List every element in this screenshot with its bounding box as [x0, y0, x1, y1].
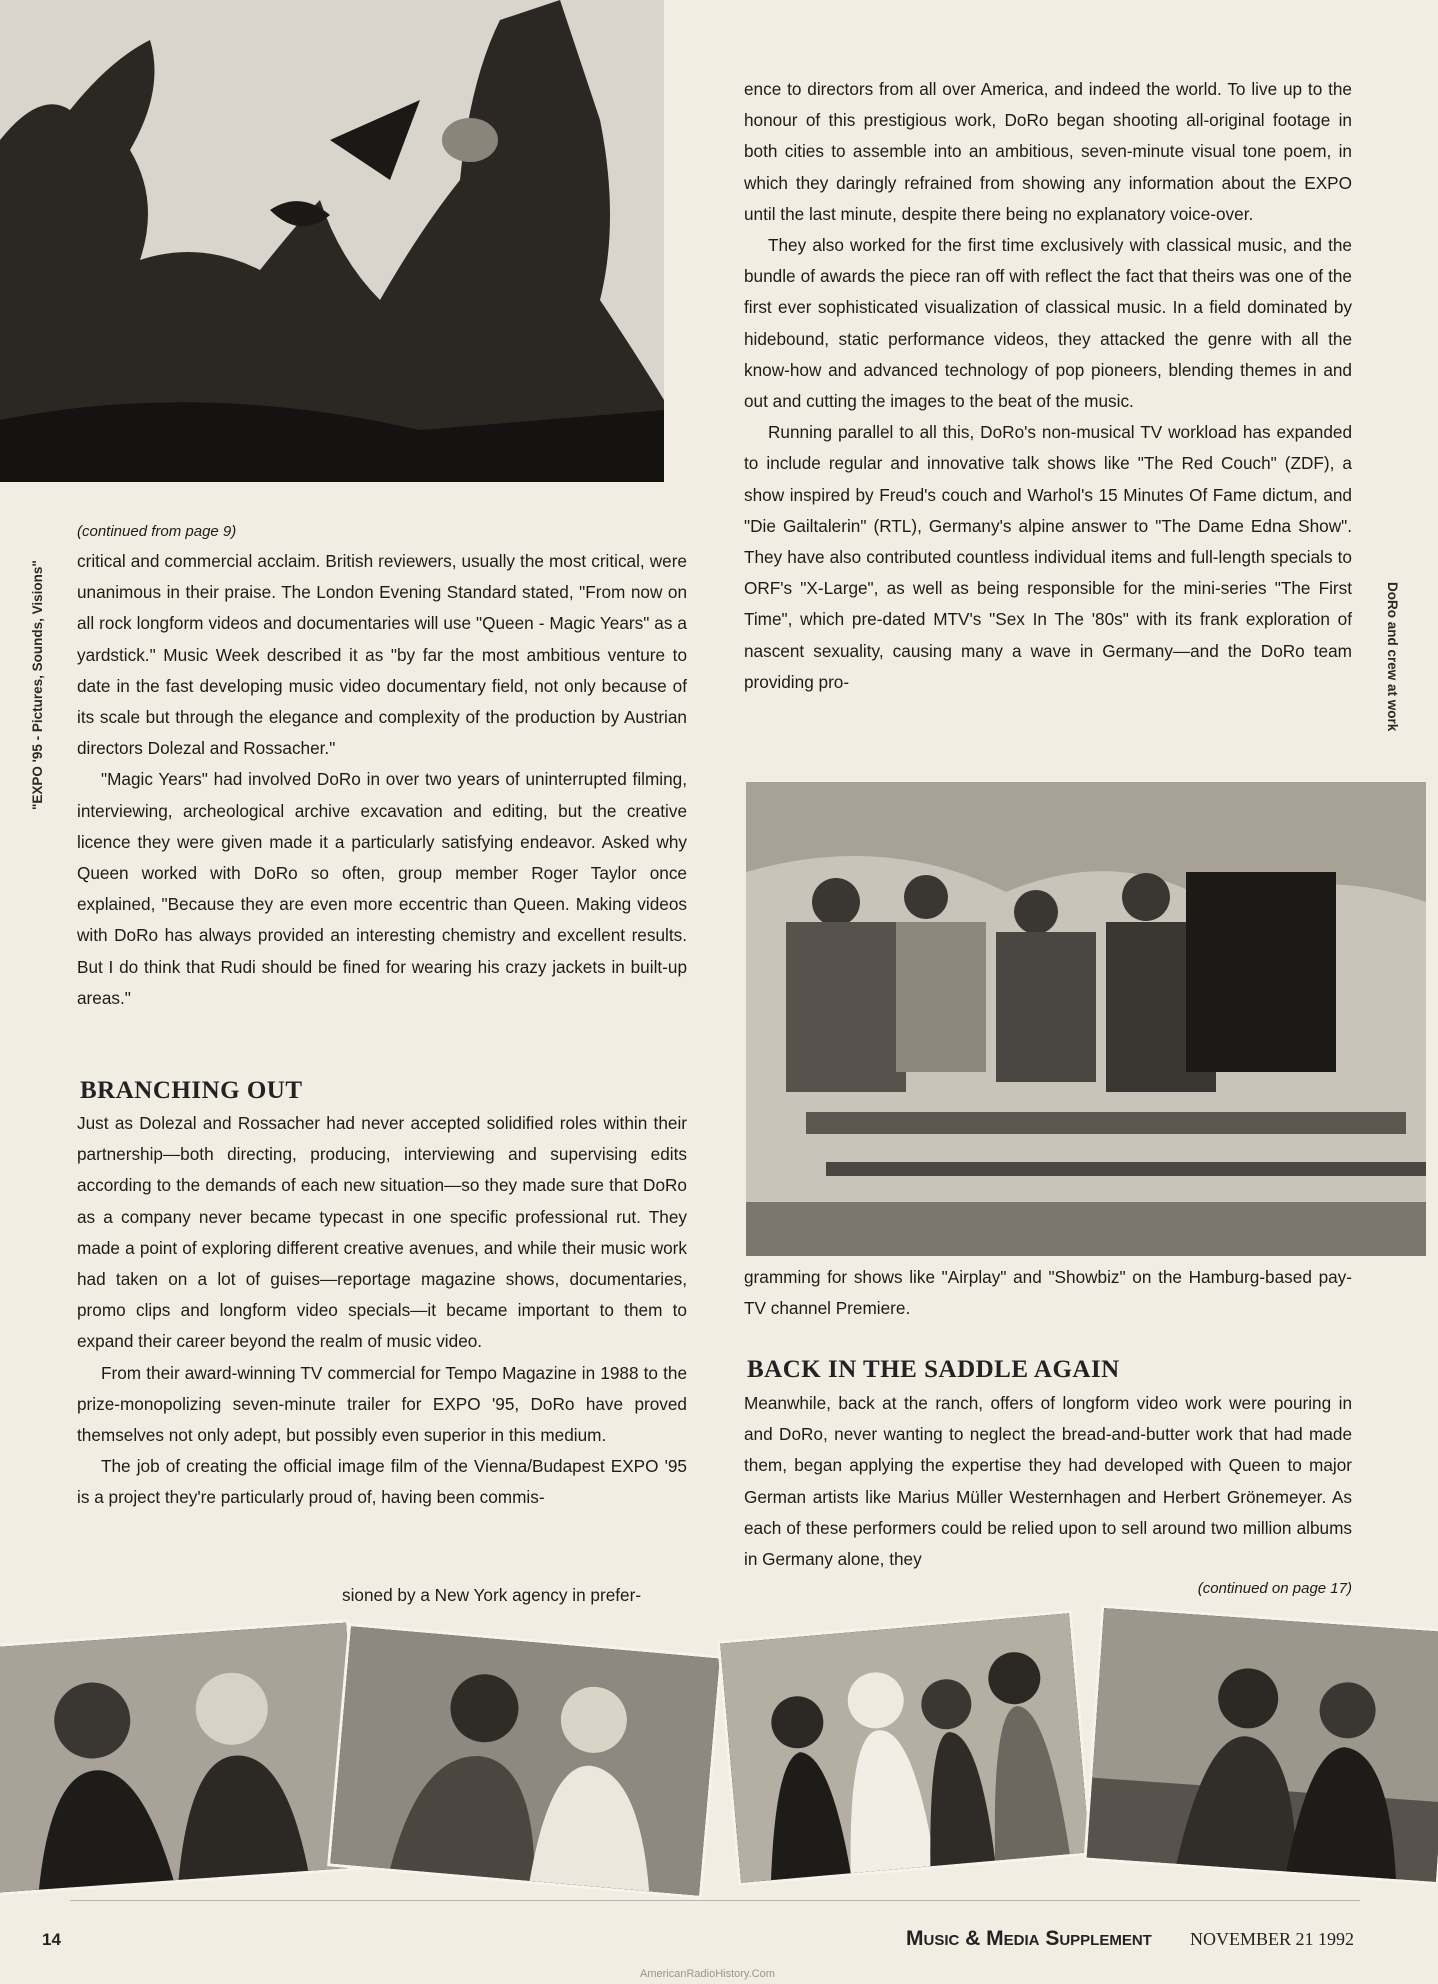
right-column-after-photo [744, 1262, 1352, 1324]
right-paragraph-5: Meanwhile, back at the ranch, offers of longform video work were pouring in and DoRo, never wanting to neglect the bread-and-butter work that had made them, began applying the expertise they had developed with Queen to major German artists like Marius Müller Westernhagen and Herbert Grönemeyer. As each of these performers could be relied upon to sell around two million albums in Germany alone, they [744, 1393, 1352, 1570]
right-paragraph-2: They also worked for the first time exclusively with classical music, and the bundle of awards the piece ran off with reflect the fact that theirs was one of the first ever sophisticated visualization of classical music. In a field dominated by hidebound, static performance videos, they attacked the genre with all the know-how and advanced technology of pop pioneers, blending themes in and out and cutting the images to the beat of the music. [744, 235, 1352, 412]
heading-branching-out: BRANCHING OUT [80, 1077, 303, 1104]
right-side-caption: DoRo and crew at work [1385, 582, 1400, 732]
right-paragraph-3: Running parallel to all this, DoRo's non-musical TV workload has expanded to include regular and innovative talk shows like "The Red Couch" (ZDF), a show inspired by Freud's couch and Warhol's 15 Minutes Of Fame dictum, and "Die Gailtalerin" (RTL), Germany's alpine answer to "The Dame Edna Show". They have also contributed countless individual items and full-length specials to ORF's "X-Large", as well as being responsible for the mini-series "The First Time", which pre-dated MTV's "Sex In The '80s" with its frank exploration of nascent sexuality, causing many a wave in Germany—and the DoRo team providing pro- [744, 422, 1352, 692]
continued-on-note: (continued on page 17) [1197, 1580, 1352, 1598]
right-paragraph-4: gramming for shows like "Airplay" and "Showbiz" on the Hamburg-based pay-TV channel Premiere. [744, 1267, 1352, 1319]
crew-at-work-photo [746, 782, 1426, 1256]
left-column [77, 518, 687, 1014]
page-number: 14 [42, 1930, 61, 1949]
heading-back-in-the-saddle: BACK IN THE SADDLE AGAIN [747, 1356, 1120, 1383]
right-paragraph-1: ence to directors from all over America, and indeed the world. To live up to the honour of this prestigious work, DoRo began shooting all-original footage in both cities to assemble into an ambitious, seven-minute visual tone poem, in which they daringly refrained from showing any information about the EXPO until the last minute, despite there being no explanatory voice-over. [744, 79, 1352, 224]
left-paragraph-4: From their award-winning TV commercial for Tempo Magazine in 1988 to the prize-monopolizing seven-minute trailer for EXPO '95, DoRo have proved themselves not only adept, but possibly even superior in this medium. [77, 1362, 687, 1446]
issue-date: NOVEMBER 21 1992 [1190, 1929, 1355, 1949]
left-paragraph-3: Just as Dolezal and Rossacher had never accepted solidified roles within their partnership—both directing, producing, interviewing and supervising edits according to the demands of each new situation—so they made sure that DoRo as a company never became typecast in one specific professional rut. They made a point of exploring different creative avenues, and while their music work had taken on a lot of guises—reportage magazine shows, documentaries, promo clips and longform video specials—it became important to them to expand their career beyond the realm of music video. [77, 1113, 687, 1352]
left-paragraph-1: critical and commercial acclaim. British reviewers, usually the most critical, were unanimous in their praise. The London Evening Standard stated, "From now on all rock longform videos and documentaries will use "Queen - Magic Years" as a yardstick." Music Week described it as "by far the most ambitious venture to date in the fast developing music video documentary field, not only because of its scale but through the elegance and complexity of the production by Austrian directors Dolezal and Rossacher." [77, 551, 687, 759]
footer-rule [70, 1900, 1360, 1901]
watermark: AmericanRadioHistory.Com [640, 1968, 775, 1980]
portrait-photo-4 [1087, 1608, 1438, 1882]
right-column-lower [744, 1388, 1352, 1603]
continued-from-note: (continued from page 9) [77, 523, 237, 540]
left-paragraph-5: The job of creating the official image film of the Vienna/Budapest EXPO '95 is a project they're particularly proud of, having been commis- [77, 1456, 687, 1508]
left-paragraph-2: "Magic Years" had involved DoRo in over two years of uninterrupted filming, interviewing, archeological archive excavation and editing, but the creative licence they were given made it a particularly satisfying endeavor. Asked why Queen worked with DoRo so often, group member Roger Taylor once explained, "Because they are even more eccentric than Queen. Making videos with DoRo has always provided an interesting chemistry and excellent results. But I do think that Rudi should be fined for wearing his crazy jackets in built-up areas." [77, 769, 687, 1008]
portrait-photo-2 [330, 1626, 719, 1895]
left-paragraph-5-tail: sioned by a New York agency in prefer- [342, 1585, 642, 1605]
right-column [744, 74, 1352, 698]
left-column-lower [77, 1108, 687, 1514]
publication-name: Music & Media Supplement [906, 1927, 1152, 1950]
portrait-photo-3 [720, 1613, 1090, 1883]
left-side-caption: "EXPO '95 - Pictures, Sounds, Visions" [30, 560, 45, 810]
portrait-photo-1 [0, 1623, 363, 1893]
expo-statue-photo [0, 0, 664, 482]
